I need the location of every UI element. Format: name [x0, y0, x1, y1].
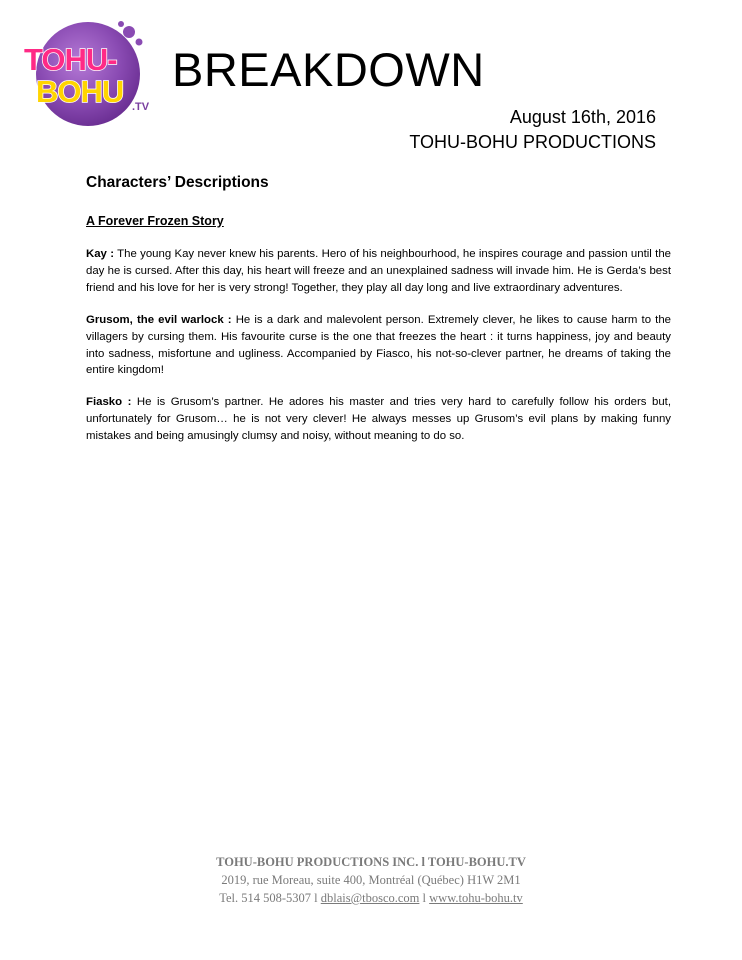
logo-bubble-dot [118, 21, 124, 27]
logo-line1: TOHU- [24, 42, 117, 77]
character-description: He is a dark and malevolent person. Extremely clever, he likes to cause harm to the villagers by cursing them. His favourite curse is the one that freezes the heart : it turns happiness, joy and beauty into sadness, misfortune and ugliness. Accompanied by Fiasco, his not-so-clever partner, he dreams of taking the entire kingdom! [86, 313, 671, 377]
character-fiasko [86, 394, 671, 445]
footer-tel: Tel. 514 508-5307 l [219, 891, 321, 905]
character-name: Fiasko : [86, 396, 132, 409]
character-description: The young Kay never knew his parents. Hero of his neighbourhood, he inspires courage and passion until the day he is cursed. After this day, his heart will freeze and an unexplained sadness will invade him. He is Gerda’s best friend and his love for her is very strong! Together, they play all day long and live extraordinary adventures. [86, 248, 671, 294]
character-name: Grusom, the evil warlock : [86, 313, 232, 326]
character-kay [86, 246, 671, 297]
character-name: Kay : [86, 248, 115, 260]
footer-email-link[interactable]: dblais@tbosco.com [320, 891, 420, 905]
tohu-bohu-logo [18, 18, 168, 130]
footer-website-link[interactable]: www.tohu-bohu.tv [429, 891, 523, 905]
document-title: BREAKDOWN [172, 43, 485, 96]
logo-line2: BOHU [36, 74, 124, 109]
footer [0, 853, 742, 907]
logo-suffix: .TV [132, 101, 150, 113]
character-grusom [86, 312, 671, 380]
story-title: A Forever Frozen Story [86, 214, 224, 228]
footer-address: 2019, rue Moreau, suite 400, Montréal (Québec) H1W 2M1 [221, 873, 521, 887]
section-heading: Characters’ Descriptions [86, 174, 269, 191]
footer-company-line: TOHU-BOHU PRODUCTIONS INC. l TOHU-BOHU.TV [216, 855, 526, 869]
logo-bubble-tiny [136, 39, 143, 46]
footer-separator: l [419, 891, 430, 905]
main-content [86, 174, 671, 445]
logo-bubble-small [123, 26, 135, 38]
character-description: He is Grusom’s partner. He adores his master and tries very hard to carefully follow his orders but, unfortunately for Grusom… he is not very clever! He always messes up Grusom’s evil plans by making funny mistakes and being amusingly clumsy and noisy, without meaning to do so. [86, 396, 671, 443]
document-date: August 16th, 2016 [509, 107, 656, 127]
company-name: TOHU-BOHU PRODUCTIONS [409, 132, 656, 152]
footer-contact [0, 889, 742, 907]
